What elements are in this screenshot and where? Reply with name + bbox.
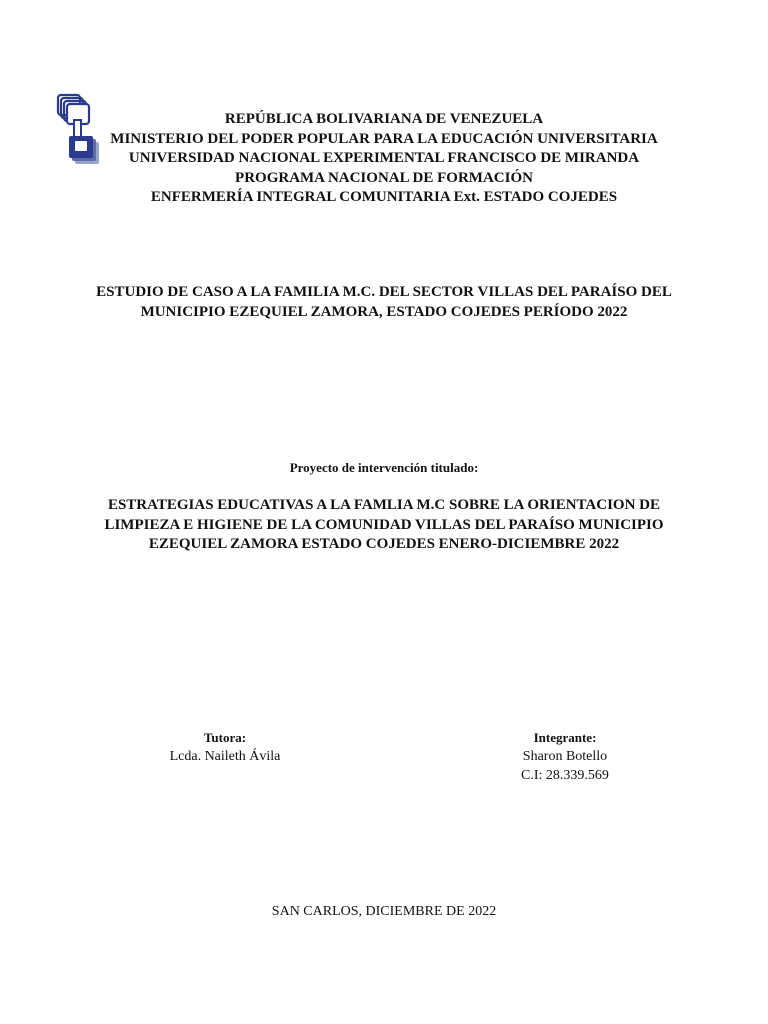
institution-header: [80, 110, 688, 208]
header-line-program: PROGRAMA NACIONAL DE FORMACIÓN: [235, 169, 533, 186]
member-block: [480, 728, 650, 785]
header-line-republic: REPÚBLICA BOLIVARIANA DE VENEZUELA: [224, 111, 544, 127]
tutor-name: Lcda. Naileth Ávila: [169, 749, 281, 764]
tutor-role: Tutora:: [203, 730, 247, 745]
place-date: SAN CARLOS, DICIEMBRE DE 2022: [271, 904, 497, 919]
header-line-career: ENFERMERÍA INTEGRAL COMUNITARIA Ext. ESTADO COJEDES: [150, 189, 618, 205]
header-line-ministry: MINISTERIO DEL PODER POPULAR PARA LA EDUCACIÓN UNIVERSITARIA: [110, 130, 658, 147]
member-name: Sharon Botello: [522, 749, 608, 764]
tutor-block: [130, 728, 320, 766]
project-title: ESTRATEGIAS EDUCATIVAS A LA FAMLIA M.C SOBRE LA ORIENTACION DE LIMPIEZA E HIGIENE DE LA COMUNIDAD VILLAS DEL PARAÍSO MUNICIPIO EZEQUIEL ZAMORA ESTADO COJEDES ENERO-DICIEMBRE 2022: [104, 497, 664, 552]
study-title: ESTUDIO DE CASO A LA FAMILIA M.C. DEL SECTOR VILLAS DEL PARAÍSO DEL MUNICIPIO EZEQUIEL ZAMORA, ESTADO COJEDES PERÍODO 2022: [96, 284, 672, 320]
project-label: Proyecto de intervención titulado:: [289, 460, 479, 475]
member-id: C.I: 28.339.569: [521, 768, 609, 783]
member-role: Integrante:: [533, 730, 597, 745]
header-line-university: UNIVERSIDAD NACIONAL EXPERIMENTAL FRANCISCO DE MIRANDA: [128, 150, 640, 166]
